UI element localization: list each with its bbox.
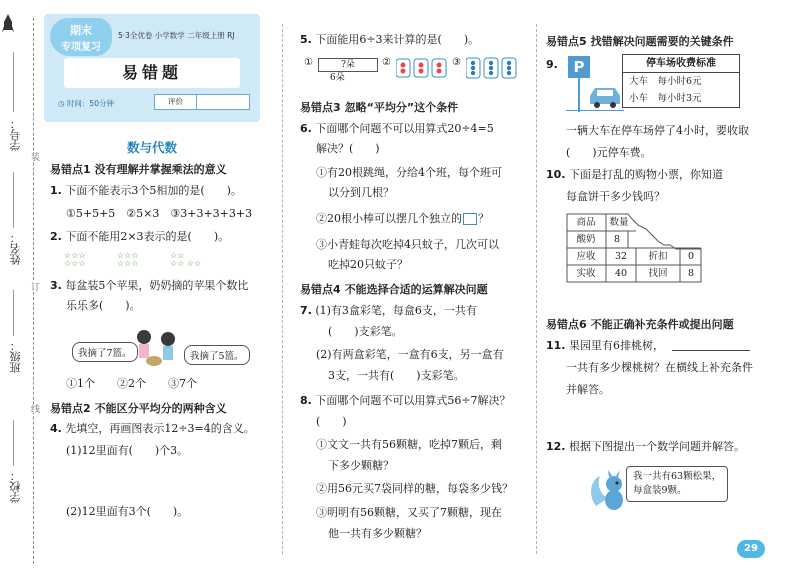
receipt-value-paid: 40 xyxy=(614,268,628,279)
option-c-marker: ③ xyxy=(452,57,461,68)
speech-line-1: 我一共有63颗松果， xyxy=(633,471,722,482)
small-car-rate: 小车 每小时3元 xyxy=(629,93,702,104)
speech-bubble-boy: 我摘了7篮。 xyxy=(72,342,138,362)
question-number: 5. xyxy=(300,33,312,46)
question-6-line2: 解决？( ) xyxy=(316,142,380,155)
error-text: 找错解决问题需要的关键条件 xyxy=(590,35,734,48)
receipt-header-item: 商品 xyxy=(576,217,596,228)
bind-mark: 线 xyxy=(29,404,39,413)
question-3 xyxy=(50,279,248,293)
grade-box[interactable] xyxy=(154,94,250,110)
star-group-2: ☆☆☆ ☆☆☆ xyxy=(117,251,139,268)
receipt-label-due: 应收 xyxy=(576,251,596,262)
bind-mark: 订 xyxy=(29,282,39,291)
receipt-qty-yogurt: 8 xyxy=(613,234,621,245)
binding-margin xyxy=(0,0,44,574)
question-10 xyxy=(546,168,723,182)
receipt-value-due: 32 xyxy=(614,251,628,262)
rocket-icon xyxy=(2,14,14,36)
time-limit: ◷ 时间：50分钟 xyxy=(58,99,114,108)
error-text: 忽略“平均分”这个条件 xyxy=(344,101,459,114)
shopping-receipt xyxy=(566,213,702,283)
question-8-line2: ( ) xyxy=(316,415,347,428)
question-10-line2: 每盒饼干多少钱吗？ xyxy=(566,190,665,203)
question-number: 8. xyxy=(300,394,312,407)
question-6-option-3: ③小青蛙每次吃掉4只蚊子，几次可以 xyxy=(316,238,499,251)
question-9-text-2: ( )元停车费。 xyxy=(566,146,652,159)
question-4 xyxy=(50,422,255,436)
question-number: 3. xyxy=(50,279,62,292)
school-field[interactable] xyxy=(13,420,14,466)
question-11-line2: 一共有多少棵桃树？在横线上补充条件 xyxy=(566,361,753,374)
question-number: 1. xyxy=(50,184,62,197)
question-9-number: 9. xyxy=(546,58,558,71)
question-9-text: 一辆大车在停车场停了4小时，要收取 xyxy=(566,124,749,137)
question-6 xyxy=(300,122,494,136)
page-number-badge: 29 xyxy=(737,540,765,558)
badge-line-2: 专项复习 xyxy=(61,42,101,53)
question-text: 下面哪个问题不可以用算式20÷4=5 xyxy=(315,122,494,135)
receipt-label-discount: 折扣 xyxy=(648,251,668,262)
question-text: 根据下图提出一个数学问题并解答。 xyxy=(569,440,745,453)
squirrel-speech xyxy=(626,466,728,502)
error-point-6 xyxy=(546,316,734,332)
school-label: 学校： xyxy=(9,470,22,503)
question-3-line2: 乐乐多( )。 xyxy=(66,299,141,312)
error-point-2 xyxy=(50,400,227,416)
question-text: 下面不能用2×3表示的是( )。 xyxy=(65,230,230,243)
receipt-item-yogurt: 酸奶 xyxy=(576,234,596,245)
question-12 xyxy=(546,440,745,454)
parking-sign-icon: P xyxy=(568,56,590,78)
error-text: 不能正确补充条件或提出问题 xyxy=(590,318,734,331)
receipt-label-change: 找回 xyxy=(648,268,668,279)
error-point-3 xyxy=(300,99,458,115)
question-number: 7. xyxy=(300,304,312,317)
fish-bowls-b xyxy=(396,57,448,79)
error-text: 不能选择合适的运算解决问题 xyxy=(344,283,488,296)
error-tag: 易错点3 xyxy=(300,101,341,114)
star-group-1: ☆☆☆ ☆☆☆ xyxy=(64,251,86,268)
name-label: 姓名： xyxy=(9,232,22,265)
question-text: (1)有3盒彩笔，每盒6支，一共有 xyxy=(315,304,477,317)
segment-label: ?朵 xyxy=(341,60,355,70)
squirrel-icon xyxy=(588,466,628,512)
option-text-end: ？ xyxy=(478,212,489,225)
option-text: ②20根小棒可以摆几个独立的 xyxy=(316,212,462,225)
error-point-4 xyxy=(300,281,488,297)
children-illustration xyxy=(130,327,182,367)
parking-fee-table xyxy=(622,54,740,108)
error-tag: 易错点1 xyxy=(50,163,91,176)
section-heading: 数与代数 xyxy=(126,140,177,155)
question-6-option-3b: 吃掉20只蚊子？ xyxy=(328,258,408,271)
question-8-option-3b: 他一共有多少颗糖？ xyxy=(328,527,427,540)
question-text: 下面不能表示3个5相加的是( )。 xyxy=(65,184,242,197)
grade-label: 评价 xyxy=(155,95,197,109)
error-tag: 易错点6 xyxy=(546,318,587,331)
question-text: 下面能用6÷3来计算的是( )。 xyxy=(315,33,480,46)
receipt-header-qty: 数量 xyxy=(609,217,629,228)
question-7-line2: ( )支彩笔。 xyxy=(328,325,403,338)
question-3-options: ①1个 ②2个 ③7个 xyxy=(66,377,197,390)
speech-bubble-girl: 我摘了5篮。 xyxy=(184,345,250,365)
square-icon xyxy=(463,213,477,225)
review-badge xyxy=(50,18,112,56)
ground-line xyxy=(566,110,624,111)
student-id-field[interactable] xyxy=(13,52,14,112)
question-6-option-1: ①有20根跳绳，分给4个班，每个班可 xyxy=(316,166,502,179)
question-4-part-2: (2)12里面有3个( )。 xyxy=(66,505,189,518)
question-7 xyxy=(300,304,477,318)
question-7-part-2: (2)有两盒彩笔，一盒有6支，另一盒有 xyxy=(316,348,504,361)
question-8-option-1: ①文文一共有56颗糖，吃掉7颗后，剩 xyxy=(316,438,502,451)
error-tag: 易错点2 xyxy=(50,402,91,415)
receipt-value-change: 8 xyxy=(687,268,695,279)
question-text: 果园里有6排桃树， xyxy=(569,339,664,352)
receipt-value-discount: 0 xyxy=(687,251,695,262)
question-4-part-1: (1)12里面有( )个3。 xyxy=(66,444,189,457)
question-7-part-2b: 3支，一共有( )支彩笔。 xyxy=(328,369,465,382)
segment-total: 6朵 xyxy=(330,73,345,83)
error-point-1 xyxy=(50,161,227,177)
page-title: 易错题 xyxy=(64,58,240,88)
question-2 xyxy=(50,230,229,244)
big-car-rate: 大车 每小时6元 xyxy=(629,76,702,87)
question-8 xyxy=(300,394,511,408)
error-tag: 易错点4 xyxy=(300,283,341,296)
speech-line-2: 每盒装9颗。 xyxy=(633,485,687,496)
fish-bowls-c xyxy=(466,57,518,79)
parking-sign-pole xyxy=(578,78,580,112)
option-b-marker: ② xyxy=(382,57,391,68)
header-card xyxy=(44,14,260,122)
column-divider xyxy=(282,24,283,554)
bind-mark: 装 xyxy=(29,152,39,161)
question-1 xyxy=(50,184,242,198)
question-number: 4. xyxy=(50,422,62,435)
question-5 xyxy=(300,33,479,47)
question-text: 先填空，再画图表示12÷3=4的含义。 xyxy=(65,422,255,435)
question-11-line3: 并解答。 xyxy=(566,383,610,396)
question-8-option-2: ②用56元买7袋同样的糖，每袋多少钱？ xyxy=(316,482,513,495)
student-id-label: 学号： xyxy=(9,118,22,151)
question-number: 10. xyxy=(546,168,566,181)
question-text: 下面是打乱的购物小票，你知道 xyxy=(569,168,723,181)
error-text: 不能区分平均分的两种含义 xyxy=(94,402,227,415)
question-8-option-1b: 下多少颗糖？ xyxy=(328,459,394,472)
column-divider xyxy=(536,24,537,554)
badge-line-1: 期末 xyxy=(70,24,92,37)
question-number: 2. xyxy=(50,230,62,243)
question-8-option-3: ③明明有56颗糖，又买了7颗糖，现在 xyxy=(316,506,502,519)
time-text: 时间：50分钟 xyxy=(66,99,114,108)
condition-blank[interactable] xyxy=(672,350,750,351)
segment-diagram xyxy=(318,58,378,72)
error-text: 没有理解并掌握乘法的意义 xyxy=(94,163,227,176)
question-number: 11. xyxy=(546,339,566,352)
star-group-3: ☆☆ ☆☆ ☆☆ xyxy=(170,251,202,268)
cut-line xyxy=(33,18,34,564)
class-label: 班级： xyxy=(9,340,22,373)
parking-table-title: 停车场收费标准 xyxy=(623,55,739,73)
question-6-option-1b: 以分到几根？ xyxy=(328,186,394,199)
receipt-label-paid: 实收 xyxy=(576,268,596,279)
class-field[interactable] xyxy=(13,290,14,336)
car-icon xyxy=(588,84,622,110)
error-point-5 xyxy=(546,33,734,49)
question-text: 下面哪个问题不可以用算式56÷7解决？ xyxy=(315,394,511,407)
series-label: 5·3全优卷 小学数学 二年级上册 RJ xyxy=(118,31,235,40)
option-a-marker: ① xyxy=(304,57,313,68)
question-6-option-2 xyxy=(316,212,489,226)
question-number: 6. xyxy=(300,122,312,135)
question-11 xyxy=(546,339,664,353)
name-field[interactable] xyxy=(13,172,14,228)
question-1-options: ①5+5+5 ②5×3 ③3+3+3+3+3 xyxy=(66,207,253,220)
error-tag: 易错点5 xyxy=(546,35,587,48)
question-number: 12. xyxy=(546,440,566,453)
question-text: 每盆装5个苹果，奶奶摘的苹果个数比 xyxy=(65,279,249,292)
